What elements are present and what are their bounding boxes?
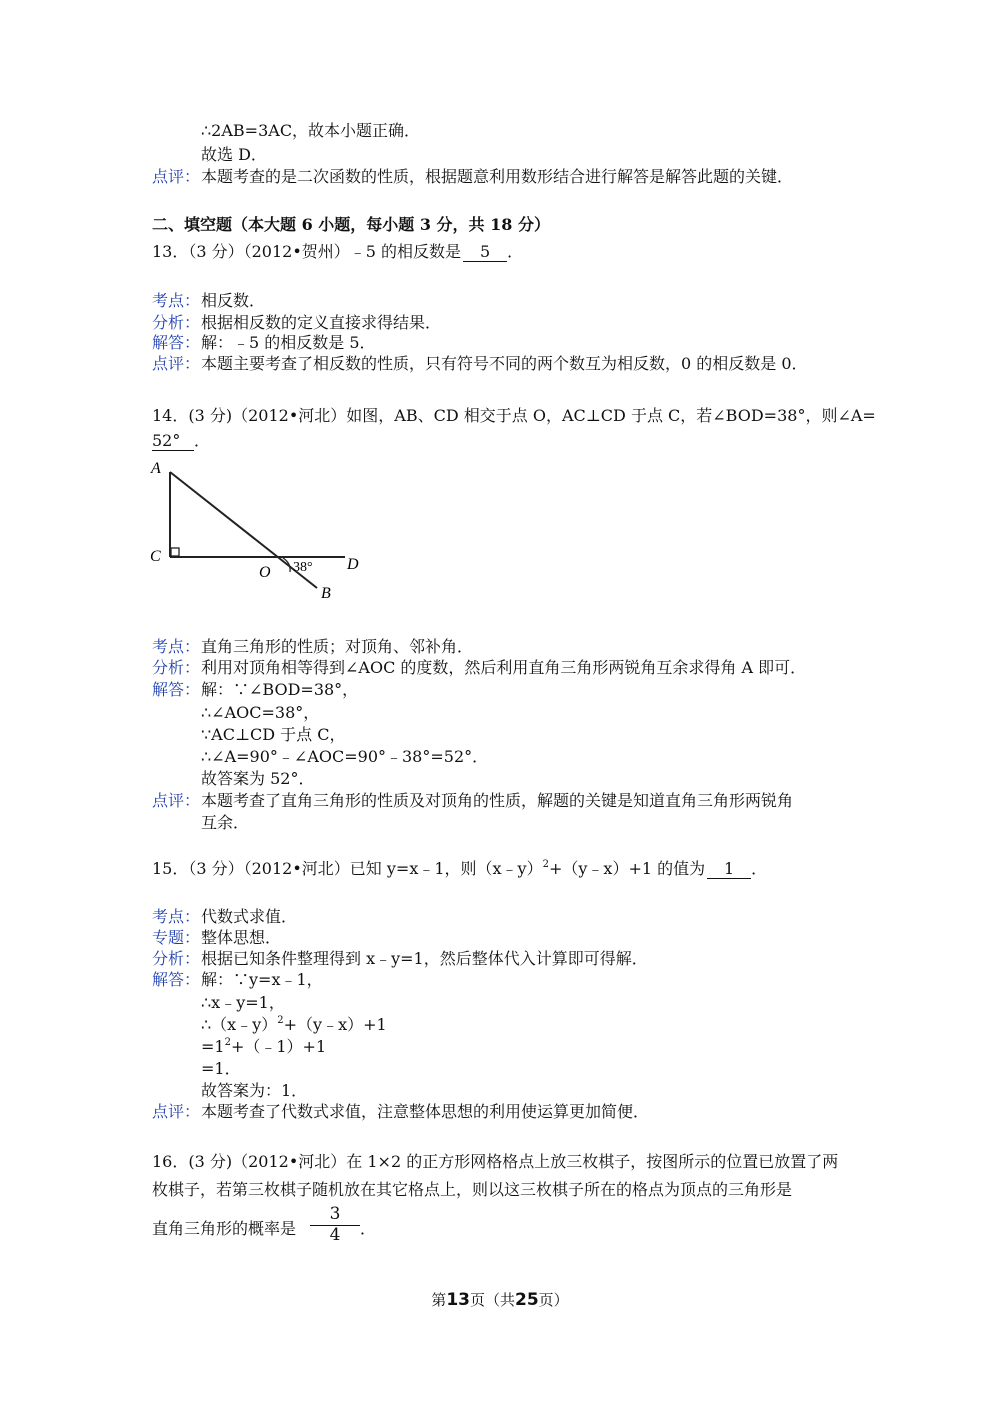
solution-line: 故选 D． <box>201 145 267 164</box>
question-14-answer-line <box>152 430 210 452</box>
kaodian-text: 直角三角形的性质；对顶角、邻补角． <box>201 637 474 656</box>
kaodian-label: 考点： <box>152 637 201 656</box>
dianping-text-cont: 互余． <box>201 813 250 832</box>
question-punct: ． <box>507 242 524 261</box>
solution-step: 故答案为：1． <box>201 1081 308 1100</box>
point-label-o: O <box>259 564 271 581</box>
dianping-text: 本题考查了直角三角形的性质及对顶角的性质，解题的关键是知道直角三角形两锐角 <box>201 791 794 810</box>
point-label-c: C <box>150 548 161 565</box>
geometry-figure <box>145 455 375 605</box>
fenxi-label: 分析： <box>152 949 201 968</box>
answer-fraction <box>310 1206 360 1244</box>
question-text: 15．（3 分）（2012•河北）已知 y=x﹣1，则（x﹣y） <box>152 859 543 878</box>
kaodian-label: 考点： <box>152 907 201 926</box>
jieda-text: 解：﹣5 的相反数是 5． <box>201 333 376 352</box>
page-number: 13 <box>446 1290 470 1310</box>
solution-step: ∴∠A=90°﹣∠AOC=90°﹣38°=52°． <box>201 747 489 766</box>
fenxi-label: 分析： <box>152 313 201 332</box>
question-16-stem-cont: 枚棋子，若第三枚棋子随机放在其它格点上，则以这三枚棋子所在的格点为顶点的三角形是 <box>152 1180 793 1199</box>
solution-step: ∵AC⊥CD 于点 C， <box>201 725 346 744</box>
solution-step: 故答案为 52°． <box>201 769 315 788</box>
footer-text: 页） <box>538 1291 569 1309</box>
question-16-stem: 16．(3 分)（2012•河北）在 1×2 的正方形网格格点上放三枚棋子，按图所示的位置已放置了两 <box>152 1152 839 1171</box>
dianping-text: 本题主要考查了相反数的性质，只有符号不同的两个数互为相反数，0 的相反数是 0． <box>201 354 808 373</box>
question-text: 直角三角形的概率是 <box>152 1219 297 1238</box>
kaodian-text: 代数式求值． <box>201 907 298 926</box>
jieda-label: 解答： <box>152 970 201 989</box>
answer-blank: 1 <box>707 860 751 879</box>
jieda-text: 解：∵∠BOD=38°， <box>201 680 359 699</box>
step-text: =1 <box>201 1037 225 1056</box>
exponent: 2 <box>277 1015 284 1026</box>
kaodian-text: 相反数． <box>201 291 266 310</box>
question-16-stem-cont <box>152 1218 296 1240</box>
step-text: +（﹣1）+1 <box>230 1037 327 1056</box>
fenxi-label: 分析： <box>152 658 201 677</box>
question-punct: ． <box>194 431 211 450</box>
fenxi-text: 根据相反数的定义直接求得结果． <box>201 313 442 332</box>
angle-label: 38° <box>293 560 313 575</box>
solution-step <box>201 1014 387 1036</box>
zhuanti-text: 整体思想． <box>201 928 282 947</box>
question-14-stem: 14．(3 分)（2012•河北）如图，AB、CD 相交于点 O，AC⊥CD 于点 C，若∠BOD=38°，则∠A= <box>152 406 876 425</box>
fraction-numerator: 3 <box>329 1204 341 1224</box>
question-13-stem <box>152 241 523 263</box>
fenxi-text: 根据已知条件整理得到 x﹣y=1，然后整体代入计算即可得解． <box>201 949 648 968</box>
question-text: +（y﹣x）+1 的值为 <box>548 859 706 878</box>
step-text: +（y﹣x）+1 <box>283 1015 387 1034</box>
solution-step: ∴x﹣y=1， <box>201 993 285 1012</box>
jieda-label: 解答： <box>152 680 201 699</box>
solution-line: ∴2AB=3AC，故本小题正确． <box>201 121 421 140</box>
question-punct: ． <box>751 859 768 878</box>
answer-blank: 5 <box>463 243 507 262</box>
dianping-label: 点评： <box>152 791 201 810</box>
solution-step: =1． <box>201 1059 241 1078</box>
point-label-b: B <box>321 585 331 602</box>
question-15-stem <box>152 858 767 880</box>
fraction-denominator: 4 <box>329 1225 341 1245</box>
solution-step <box>201 1036 326 1058</box>
step-text: ∴（x﹣y） <box>201 1015 278 1034</box>
total-pages: 25 <box>515 1290 539 1310</box>
jieda-label: 解答： <box>152 333 201 352</box>
fenxi-text: 利用对顶角相等得到∠AOC 的度数，然后利用直角三角形两锐角互余求得角 A 即可． <box>201 658 807 677</box>
kaodian-label: 考点： <box>152 291 201 310</box>
question-punct: ． <box>360 1219 377 1238</box>
jieda-text: 解：∵y=x﹣1， <box>201 970 323 989</box>
exponent: 2 <box>542 859 549 870</box>
footer-text: 第 <box>431 1291 447 1309</box>
dianping-text: 本题考查了代数式求值，注意整体思想的利用使运算更加简便． <box>201 1102 650 1121</box>
dianping-label: 点评： <box>152 354 201 373</box>
footer-text: 页（共 <box>469 1291 515 1309</box>
solution-step: ∴∠AOC=38°， <box>201 703 320 722</box>
right-angle-mark <box>171 548 179 556</box>
dianping-label: 点评： <box>152 1102 201 1121</box>
section-title: 二、填空题（本大题 6 小题，每小题 3 分，共 18 分） <box>152 215 550 234</box>
question-text: 13．（3 分）（2012•贺州）﹣5 的相反数是 <box>152 242 462 261</box>
comment-text: 本题考查的是二次函数的性质，根据题意利用数形结合进行解答是解答此题的关键． <box>201 167 794 186</box>
point-label-a: A <box>151 460 161 477</box>
zhuanti-label: 专题： <box>152 928 201 947</box>
page-footer <box>0 1289 1000 1310</box>
answer-blank: 52° <box>152 432 194 451</box>
exponent: 2 <box>224 1037 231 1048</box>
comment-label: 点评： <box>152 167 201 186</box>
point-label-d: D <box>347 556 359 573</box>
